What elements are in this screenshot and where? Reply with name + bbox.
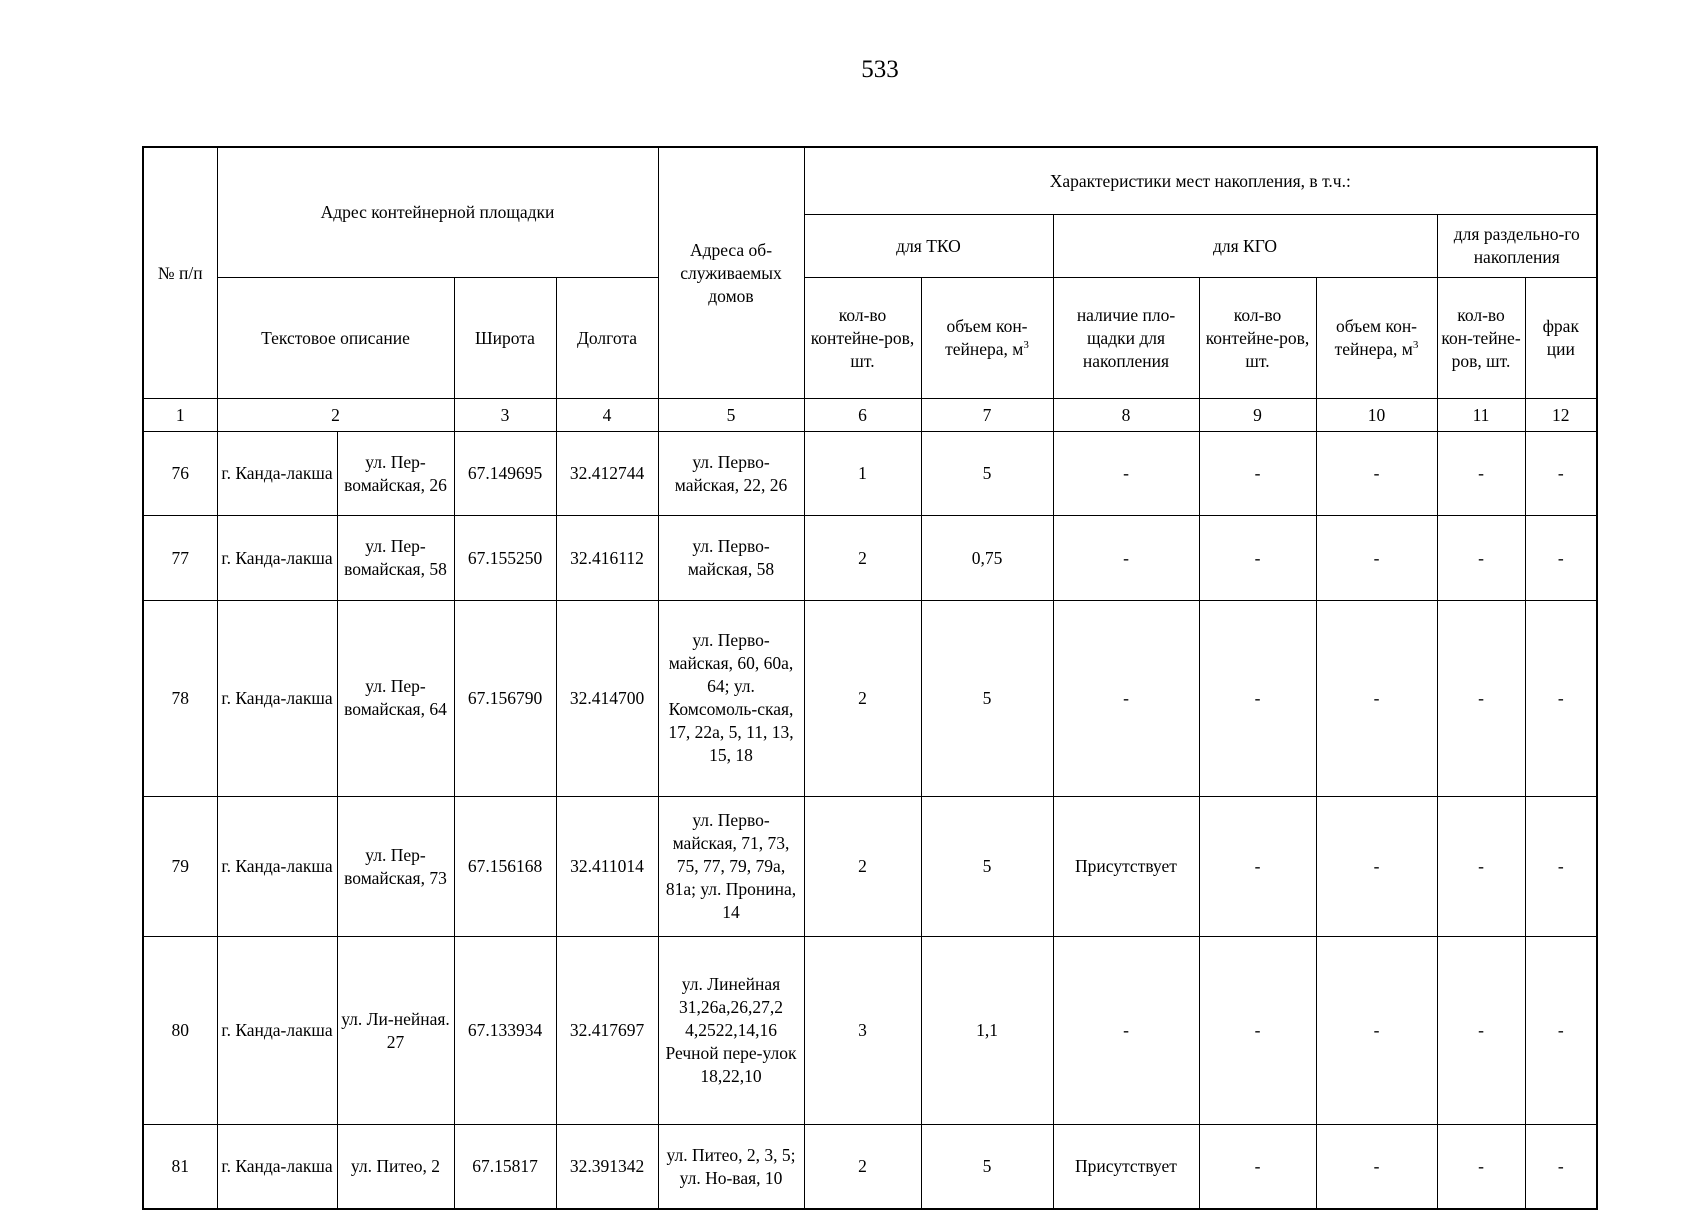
header-col10-sup: 3 bbox=[1412, 339, 1419, 352]
cell-col12: - bbox=[1525, 937, 1597, 1125]
cell-city: г. Канда-лакша bbox=[217, 937, 337, 1125]
cell-num: 78 bbox=[143, 600, 217, 796]
header-tko: для ТКО bbox=[804, 215, 1053, 278]
container-site-registry-table bbox=[142, 146, 1598, 1210]
header-col6: кол-во контейне-ров, шт. bbox=[804, 278, 921, 399]
cell-served-houses: ул. Питео, 2, 3, 5; ул. Но-вая, 10 bbox=[658, 1125, 804, 1209]
cell-col8: - bbox=[1053, 937, 1199, 1125]
header-latitude: Широта bbox=[454, 278, 556, 399]
cell-col9: - bbox=[1199, 796, 1316, 936]
cell-col12: - bbox=[1525, 796, 1597, 936]
cell-col9: - bbox=[1199, 432, 1316, 516]
cell-latitude: 67.149695 bbox=[454, 432, 556, 516]
cell-col8: - bbox=[1053, 600, 1199, 796]
header-longitude: Долгота bbox=[556, 278, 658, 399]
cell-longitude: 32.412744 bbox=[556, 432, 658, 516]
header-separate: для раздельно-го накопления bbox=[1437, 215, 1597, 278]
col-number: 9 bbox=[1199, 399, 1316, 432]
col-number: 3 bbox=[454, 399, 556, 432]
cell-col10: - bbox=[1316, 600, 1437, 796]
cell-col7: 0,75 bbox=[921, 516, 1053, 600]
cell-col11: - bbox=[1437, 796, 1525, 936]
col-number: 12 bbox=[1525, 399, 1597, 432]
header-characteristics: Характеристики мест накопления, в т.ч.: bbox=[804, 147, 1597, 215]
table-row bbox=[143, 600, 1597, 796]
cell-col11: - bbox=[1437, 937, 1525, 1125]
cell-latitude: 67.133934 bbox=[454, 937, 556, 1125]
cell-col12: - bbox=[1525, 516, 1597, 600]
header-served-houses: Адреса об-служиваемых домов bbox=[658, 147, 804, 399]
table-row bbox=[143, 1125, 1597, 1209]
cell-city: г. Канда-лакша bbox=[217, 1125, 337, 1209]
cell-longitude: 32.417697 bbox=[556, 937, 658, 1125]
cell-col10: - bbox=[1316, 937, 1437, 1125]
header-col9: кол-во контейне-ров, шт. bbox=[1199, 278, 1316, 399]
cell-col9: - bbox=[1199, 516, 1316, 600]
column-number-row bbox=[143, 399, 1597, 432]
cell-city: г. Канда-лакша bbox=[217, 516, 337, 600]
col-number: 10 bbox=[1316, 399, 1437, 432]
header-col7 bbox=[921, 278, 1053, 399]
cell-latitude: 67.15817 bbox=[454, 1125, 556, 1209]
header-kgo: для КГО bbox=[1053, 215, 1437, 278]
cell-street: ул. Пер-вомайская, 73 bbox=[337, 796, 454, 936]
cell-longitude: 32.411014 bbox=[556, 796, 658, 936]
cell-city: г. Канда-лакша bbox=[217, 796, 337, 936]
col-number: 5 bbox=[658, 399, 804, 432]
cell-latitude: 67.155250 bbox=[454, 516, 556, 600]
cell-col10: - bbox=[1316, 432, 1437, 516]
cell-col11: - bbox=[1437, 600, 1525, 796]
cell-street: ул. Пер-вомайская, 58 bbox=[337, 516, 454, 600]
col-number: 2 bbox=[217, 399, 454, 432]
cell-col6: 3 bbox=[804, 937, 921, 1125]
cell-city: г. Канда-лакша bbox=[217, 600, 337, 796]
col-number: 4 bbox=[556, 399, 658, 432]
header-num: № п/п bbox=[143, 147, 217, 399]
cell-city: г. Канда-лакша bbox=[217, 432, 337, 516]
table-row bbox=[143, 796, 1597, 936]
cell-served-houses: ул. Перво-майская, 58 bbox=[658, 516, 804, 600]
col-number: 7 bbox=[921, 399, 1053, 432]
cell-col12: - bbox=[1525, 1125, 1597, 1209]
cell-street: ул. Ли-нейная. 27 bbox=[337, 937, 454, 1125]
cell-col8: Присутствует bbox=[1053, 796, 1199, 936]
cell-col6: 2 bbox=[804, 600, 921, 796]
cell-num: 80 bbox=[143, 937, 217, 1125]
cell-num: 81 bbox=[143, 1125, 217, 1209]
cell-col7: 5 bbox=[921, 1125, 1053, 1209]
cell-col9: - bbox=[1199, 937, 1316, 1125]
cell-street: ул. Питео, 2 bbox=[337, 1125, 454, 1209]
table-row bbox=[143, 516, 1597, 600]
page-number: 533 bbox=[861, 56, 899, 83]
cell-col6: 2 bbox=[804, 516, 921, 600]
cell-longitude: 32.414700 bbox=[556, 600, 658, 796]
cell-col10: - bbox=[1316, 516, 1437, 600]
cell-col6: 2 bbox=[804, 1125, 921, 1209]
cell-col8: - bbox=[1053, 432, 1199, 516]
cell-col11: - bbox=[1437, 516, 1525, 600]
col-number: 8 bbox=[1053, 399, 1199, 432]
cell-col7: 5 bbox=[921, 432, 1053, 516]
cell-col7: 5 bbox=[921, 796, 1053, 936]
cell-num: 76 bbox=[143, 432, 217, 516]
cell-col10: - bbox=[1316, 1125, 1437, 1209]
header-col11: кол-во кон-тейне-ров, шт. bbox=[1437, 278, 1525, 399]
cell-latitude: 67.156790 bbox=[454, 600, 556, 796]
cell-col7: 5 bbox=[921, 600, 1053, 796]
cell-num: 79 bbox=[143, 796, 217, 936]
header-col8: наличие пло-щадки для накопления bbox=[1053, 278, 1199, 399]
col-number: 1 bbox=[143, 399, 217, 432]
cell-col9: - bbox=[1199, 1125, 1316, 1209]
cell-col9: - bbox=[1199, 600, 1316, 796]
header-address-group: Адрес контейнерной площадки bbox=[217, 147, 658, 278]
cell-served-houses: ул. Линейная 31,26а,26,27,2 4,2522,14,16 Речной пере-улок 18,22,10 bbox=[658, 937, 804, 1125]
header-col10 bbox=[1316, 278, 1437, 399]
header-col7-text: объем кон-тейнера, м bbox=[945, 316, 1028, 359]
col-number: 6 bbox=[804, 399, 921, 432]
cell-street: ул. Пер-вомайская, 26 bbox=[337, 432, 454, 516]
header-col12: фрак ции bbox=[1525, 278, 1597, 399]
cell-col7: 1,1 bbox=[921, 937, 1053, 1125]
cell-col11: - bbox=[1437, 1125, 1525, 1209]
cell-col6: 1 bbox=[804, 432, 921, 516]
cell-col11: - bbox=[1437, 432, 1525, 516]
cell-served-houses: ул. Перво-майская, 71, 73, 75, 77, 79, 79а, 81а; ул. Пронина, 14 bbox=[658, 796, 804, 936]
col-number: 11 bbox=[1437, 399, 1525, 432]
header-col7-sup: 3 bbox=[1023, 339, 1029, 352]
cell-longitude: 32.391342 bbox=[556, 1125, 658, 1209]
cell-street: ул. Пер-вомайская, 64 bbox=[337, 600, 454, 796]
cell-col12: - bbox=[1525, 600, 1597, 796]
cell-longitude: 32.416112 bbox=[556, 516, 658, 600]
cell-num: 77 bbox=[143, 516, 217, 600]
cell-col8: - bbox=[1053, 516, 1199, 600]
table-row bbox=[143, 432, 1597, 516]
cell-col8: Присутствует bbox=[1053, 1125, 1199, 1209]
cell-col6: 2 bbox=[804, 796, 921, 936]
header-col10-text: объем кон-тейнера, м bbox=[1334, 316, 1418, 359]
cell-latitude: 67.156168 bbox=[454, 796, 556, 936]
cell-col10: - bbox=[1316, 796, 1437, 936]
table-row bbox=[143, 937, 1597, 1125]
header-text-description: Текстовое описание bbox=[217, 278, 454, 399]
cell-col12: - bbox=[1525, 432, 1597, 516]
cell-served-houses: ул. Перво-майская, 60, 60а, 64; ул. Комсомоль-ская, 17, 22а, 5, 11, 13, 15, 18 bbox=[658, 600, 804, 796]
cell-served-houses: ул. Перво-майская, 22, 26 bbox=[658, 432, 804, 516]
